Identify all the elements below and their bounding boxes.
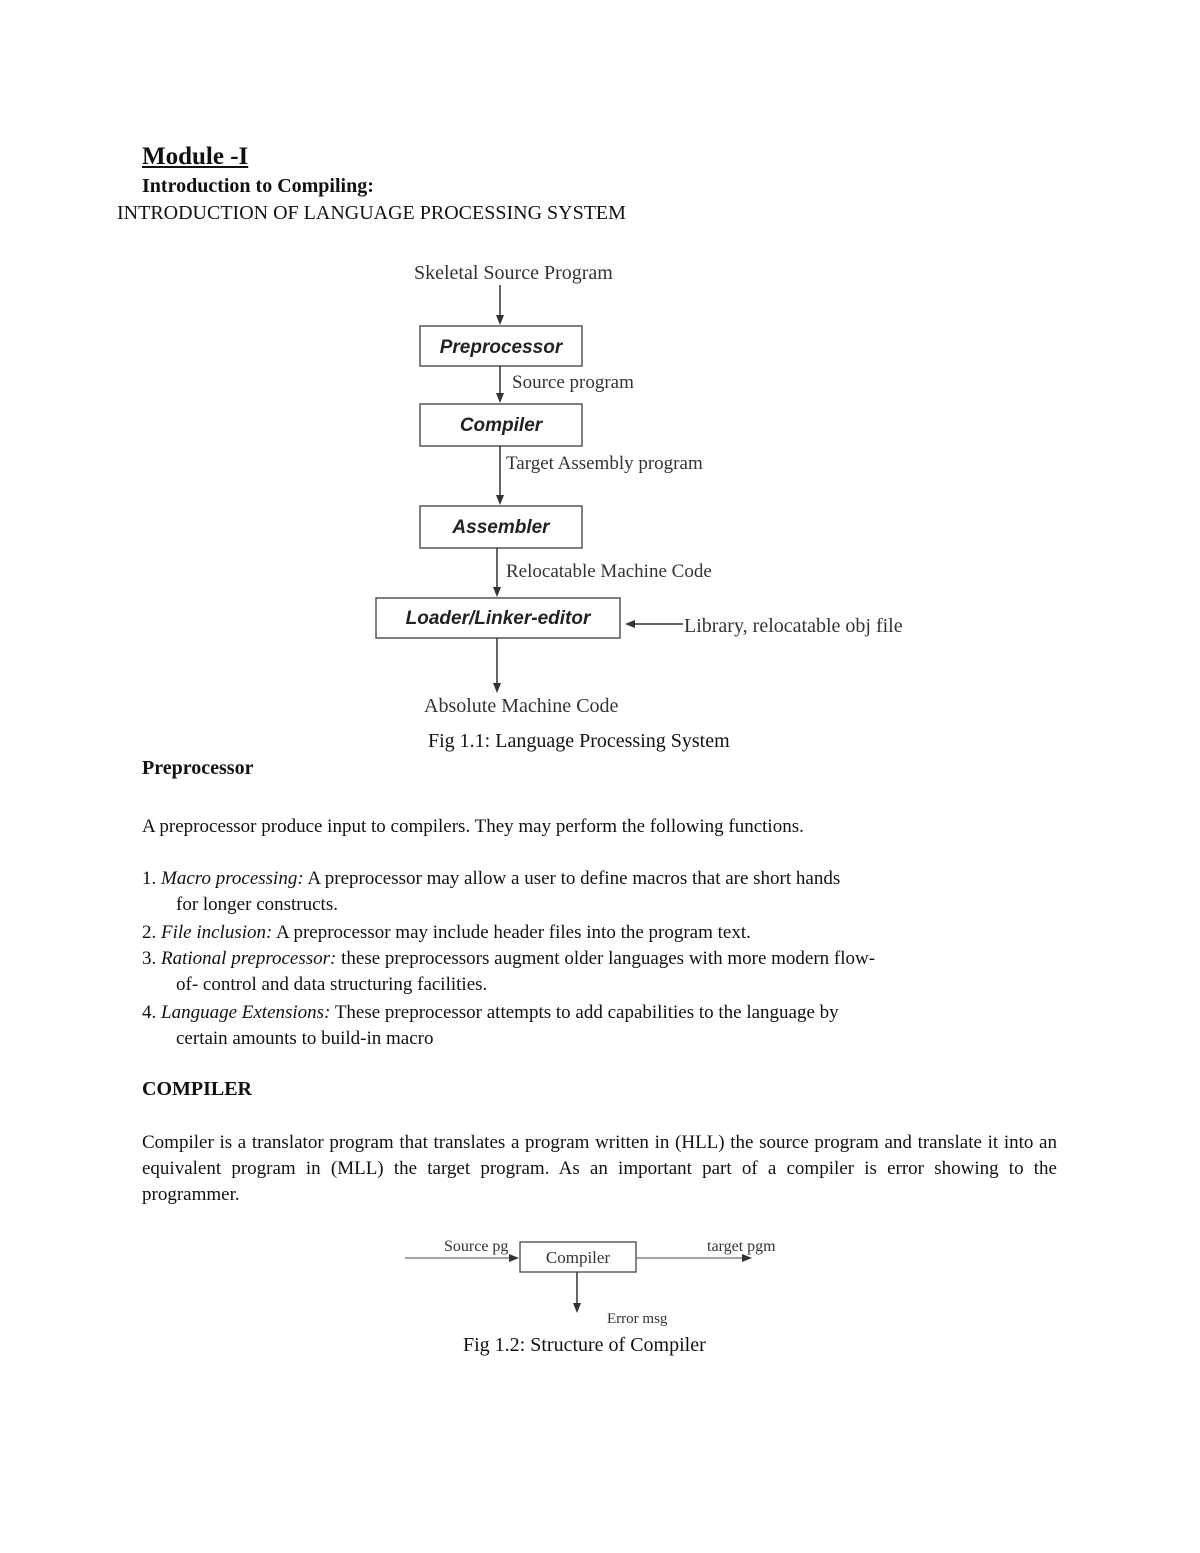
- compiler-heading: COMPILER: [142, 1078, 252, 1100]
- list-item-1: 1. Macro processing: A preprocessor may allow a user to define macros that are short hands: [142, 868, 841, 889]
- target-assembly-label: Target Assembly program: [506, 453, 703, 474]
- assembler-box-label: Assembler: [452, 517, 550, 538]
- preprocessor-box-label: Preprocessor: [439, 337, 563, 358]
- fig1-caption: Fig 1.1: Language Processing System: [428, 730, 730, 752]
- source-program-label: Source program: [512, 372, 634, 393]
- error-msg-label: Error msg: [607, 1311, 668, 1327]
- absolute-code-label: Absolute Machine Code: [424, 695, 619, 717]
- list-item-2: 2. File inclusion: A preprocessor may include header files into the program text.: [142, 922, 751, 943]
- list-item-3: 3. Rational preprocessor: these preprocessors augment older languages with more modern flow-: [142, 948, 876, 969]
- section-title: INTRODUCTION OF LANGUAGE PROCESSING SYSTEM: [117, 202, 626, 224]
- skeletal-source-label: Skeletal Source Program: [414, 262, 613, 284]
- loader-linker-box-label: Loader/Linker-editor: [405, 608, 591, 629]
- source-pg-label: Source pg: [444, 1238, 509, 1255]
- relocatable-code-label: Relocatable Machine Code: [506, 561, 712, 582]
- compiler-box-label: Compiler: [459, 415, 543, 436]
- compiler-box-2-label: Compiler: [545, 1248, 611, 1267]
- language-processing-diagram: [0, 0, 1200, 760]
- compiler-paragraph: Compiler is a translator program that translates a program written in (HLL) the source program and translate it into an equivalent program in (MLL) the target program. As an important part of a compiler is error showing to the programmer.: [142, 1132, 1057, 1205]
- target-pgm-label: target pgm: [707, 1238, 776, 1255]
- library-label: Library, relocatable obj file: [684, 615, 903, 637]
- list-item-4: 4. Language Extensions: These preprocessor attempts to add capabilities to the language by: [142, 1002, 839, 1023]
- preprocessor-intro: A preprocessor produce input to compilers. They may perform the following functions.: [142, 816, 804, 837]
- chapter-subtitle: Introduction to Compiling:: [142, 175, 374, 197]
- fig2-caption: Fig 1.2: Structure of Compiler: [463, 1334, 706, 1356]
- list-item-3-cont: of- control and data structuring facilities.: [176, 974, 488, 995]
- module-title: Module -I: [142, 143, 249, 170]
- list-item-4-cont: certain amounts to build-in macro: [176, 1028, 434, 1049]
- compiler-structure-diagram: [0, 1220, 1200, 1330]
- list-item-1-cont: for longer constructs.: [176, 894, 338, 915]
- preprocessor-heading: Preprocessor: [142, 757, 254, 779]
